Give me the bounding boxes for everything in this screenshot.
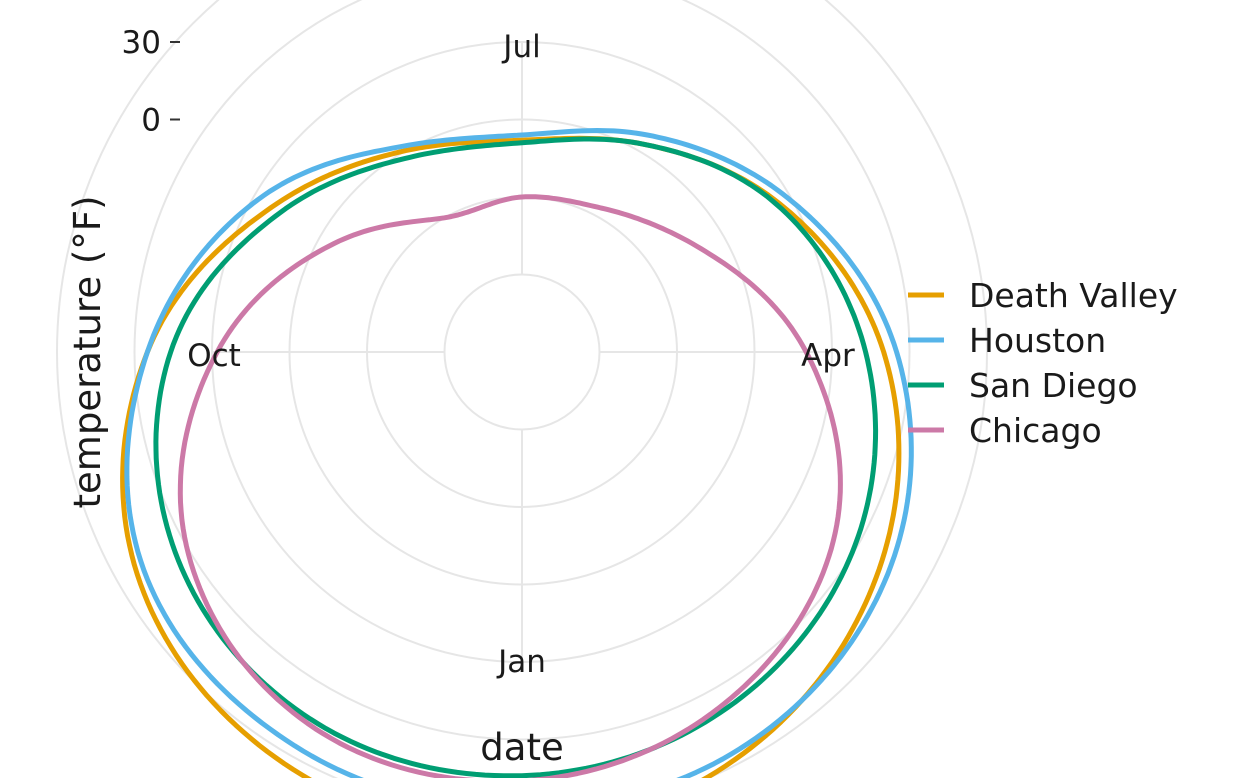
series-line-death-valley [123, 138, 899, 778]
y-axis-title: temperature (°F) [66, 195, 109, 509]
series-line-san-diego [156, 139, 876, 776]
month-label-jan: Jan [498, 644, 546, 680]
legend [908, 276, 1178, 450]
month-label-apr: Apr [801, 338, 855, 374]
y-tick-label: 30 [121, 25, 161, 61]
grid-ring [445, 275, 600, 430]
series-lines [123, 131, 912, 778]
month-label-oct: Oct [187, 338, 241, 374]
legend-label-chicago: Chicago [969, 411, 1102, 450]
legend-label-houston: Houston [969, 321, 1107, 360]
x-axis-title: date [480, 726, 564, 769]
legend-label-death-valley: Death Valley [969, 276, 1178, 315]
month-label-jul: Jul [503, 29, 541, 65]
radial-tick-labels [122, 0, 180, 139]
y-tick-label: 0 [141, 102, 161, 139]
legend-label-san-diego: San Diego [969, 366, 1138, 405]
series-line-chicago [180, 197, 840, 778]
